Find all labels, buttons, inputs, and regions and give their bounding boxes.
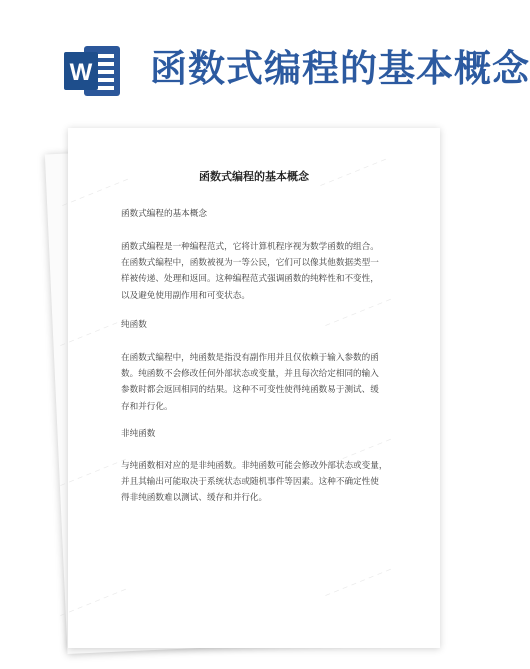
- watermark: ─ ─ ─ ─ ─ ─ ─ ─: [318, 154, 389, 191]
- text-line: 与纯函数相对应的是非纯函数。非纯函数可能会修改外部状态或变量，: [121, 461, 388, 471]
- paragraph-pure: [121, 350, 379, 415]
- watermark: ─ ─ ─ ─ ─ ─ ─ ─: [323, 564, 394, 601]
- text-line: 数。纯函数不会修改任何外部状态或变量，并且每次给定相同的输入: [121, 369, 379, 380]
- paragraph-intro-heading: [121, 206, 207, 222]
- banner-title: 函数式编程的基本概念: [150, 46, 530, 90]
- document-title: 函数式编程的基本概念: [199, 170, 309, 183]
- paragraph-impure: [121, 458, 387, 507]
- text-line: 在函数式编程中，函数被视为一等公民，它们可以像其他数据类型一: [121, 258, 379, 269]
- text-line: 参数时都会返回相同的结果。这种不可变性使得纯函数易于测试、缓: [121, 385, 379, 396]
- watermark: ─ ─ ─ ─ ─ ─ ─ ─: [58, 314, 129, 351]
- word-icon-letter: W: [69, 59, 93, 86]
- text-line: 并且其输出可能取决于系统状态或随机事件等因素。这种不确定性使: [121, 477, 379, 488]
- watermark: ─ ─ ─ ─ ─ ─ ─ ─: [60, 174, 131, 211]
- text-line: 得非纯函数难以测试、缓存和并行化。: [121, 493, 268, 504]
- word-icon: [62, 40, 124, 102]
- section-heading-impure: [121, 426, 155, 442]
- text-line: 非纯函数: [121, 429, 156, 439]
- watermark: ─ ─ ─ ─ ─ ─ ─ ─: [323, 434, 394, 471]
- text-line: 以及避免使用副作用和可变状态。: [121, 290, 250, 301]
- text-line: 纯函数: [121, 320, 147, 330]
- watermark: ─ ─ ─ ─ ─ ─ ─ ─: [323, 294, 394, 331]
- document-page: [58, 128, 440, 648]
- text-line: 函数式编程的基本概念: [121, 209, 207, 219]
- text-line: 函数式编程是一种编程范式，它将计算机程序视为数学函数的组合。: [121, 242, 379, 252]
- watermark: ─ ─ ─ ─ ─ ─ ─ ─: [58, 584, 129, 621]
- text-line: 存和并行化。: [121, 401, 173, 412]
- text-line: 样被传递、处理和返回。这种编程范式强调函数的纯粹性和不变性，: [121, 274, 379, 285]
- text-line: 在函数式编程中，纯函数是指没有副作用并且仅依赖于输入参数的函: [121, 353, 379, 363]
- paragraph-definition: [121, 239, 379, 304]
- watermark: ─ ─ ─ ─ ─ ─ ─ ─: [58, 454, 129, 491]
- section-heading-pure: [121, 317, 147, 333]
